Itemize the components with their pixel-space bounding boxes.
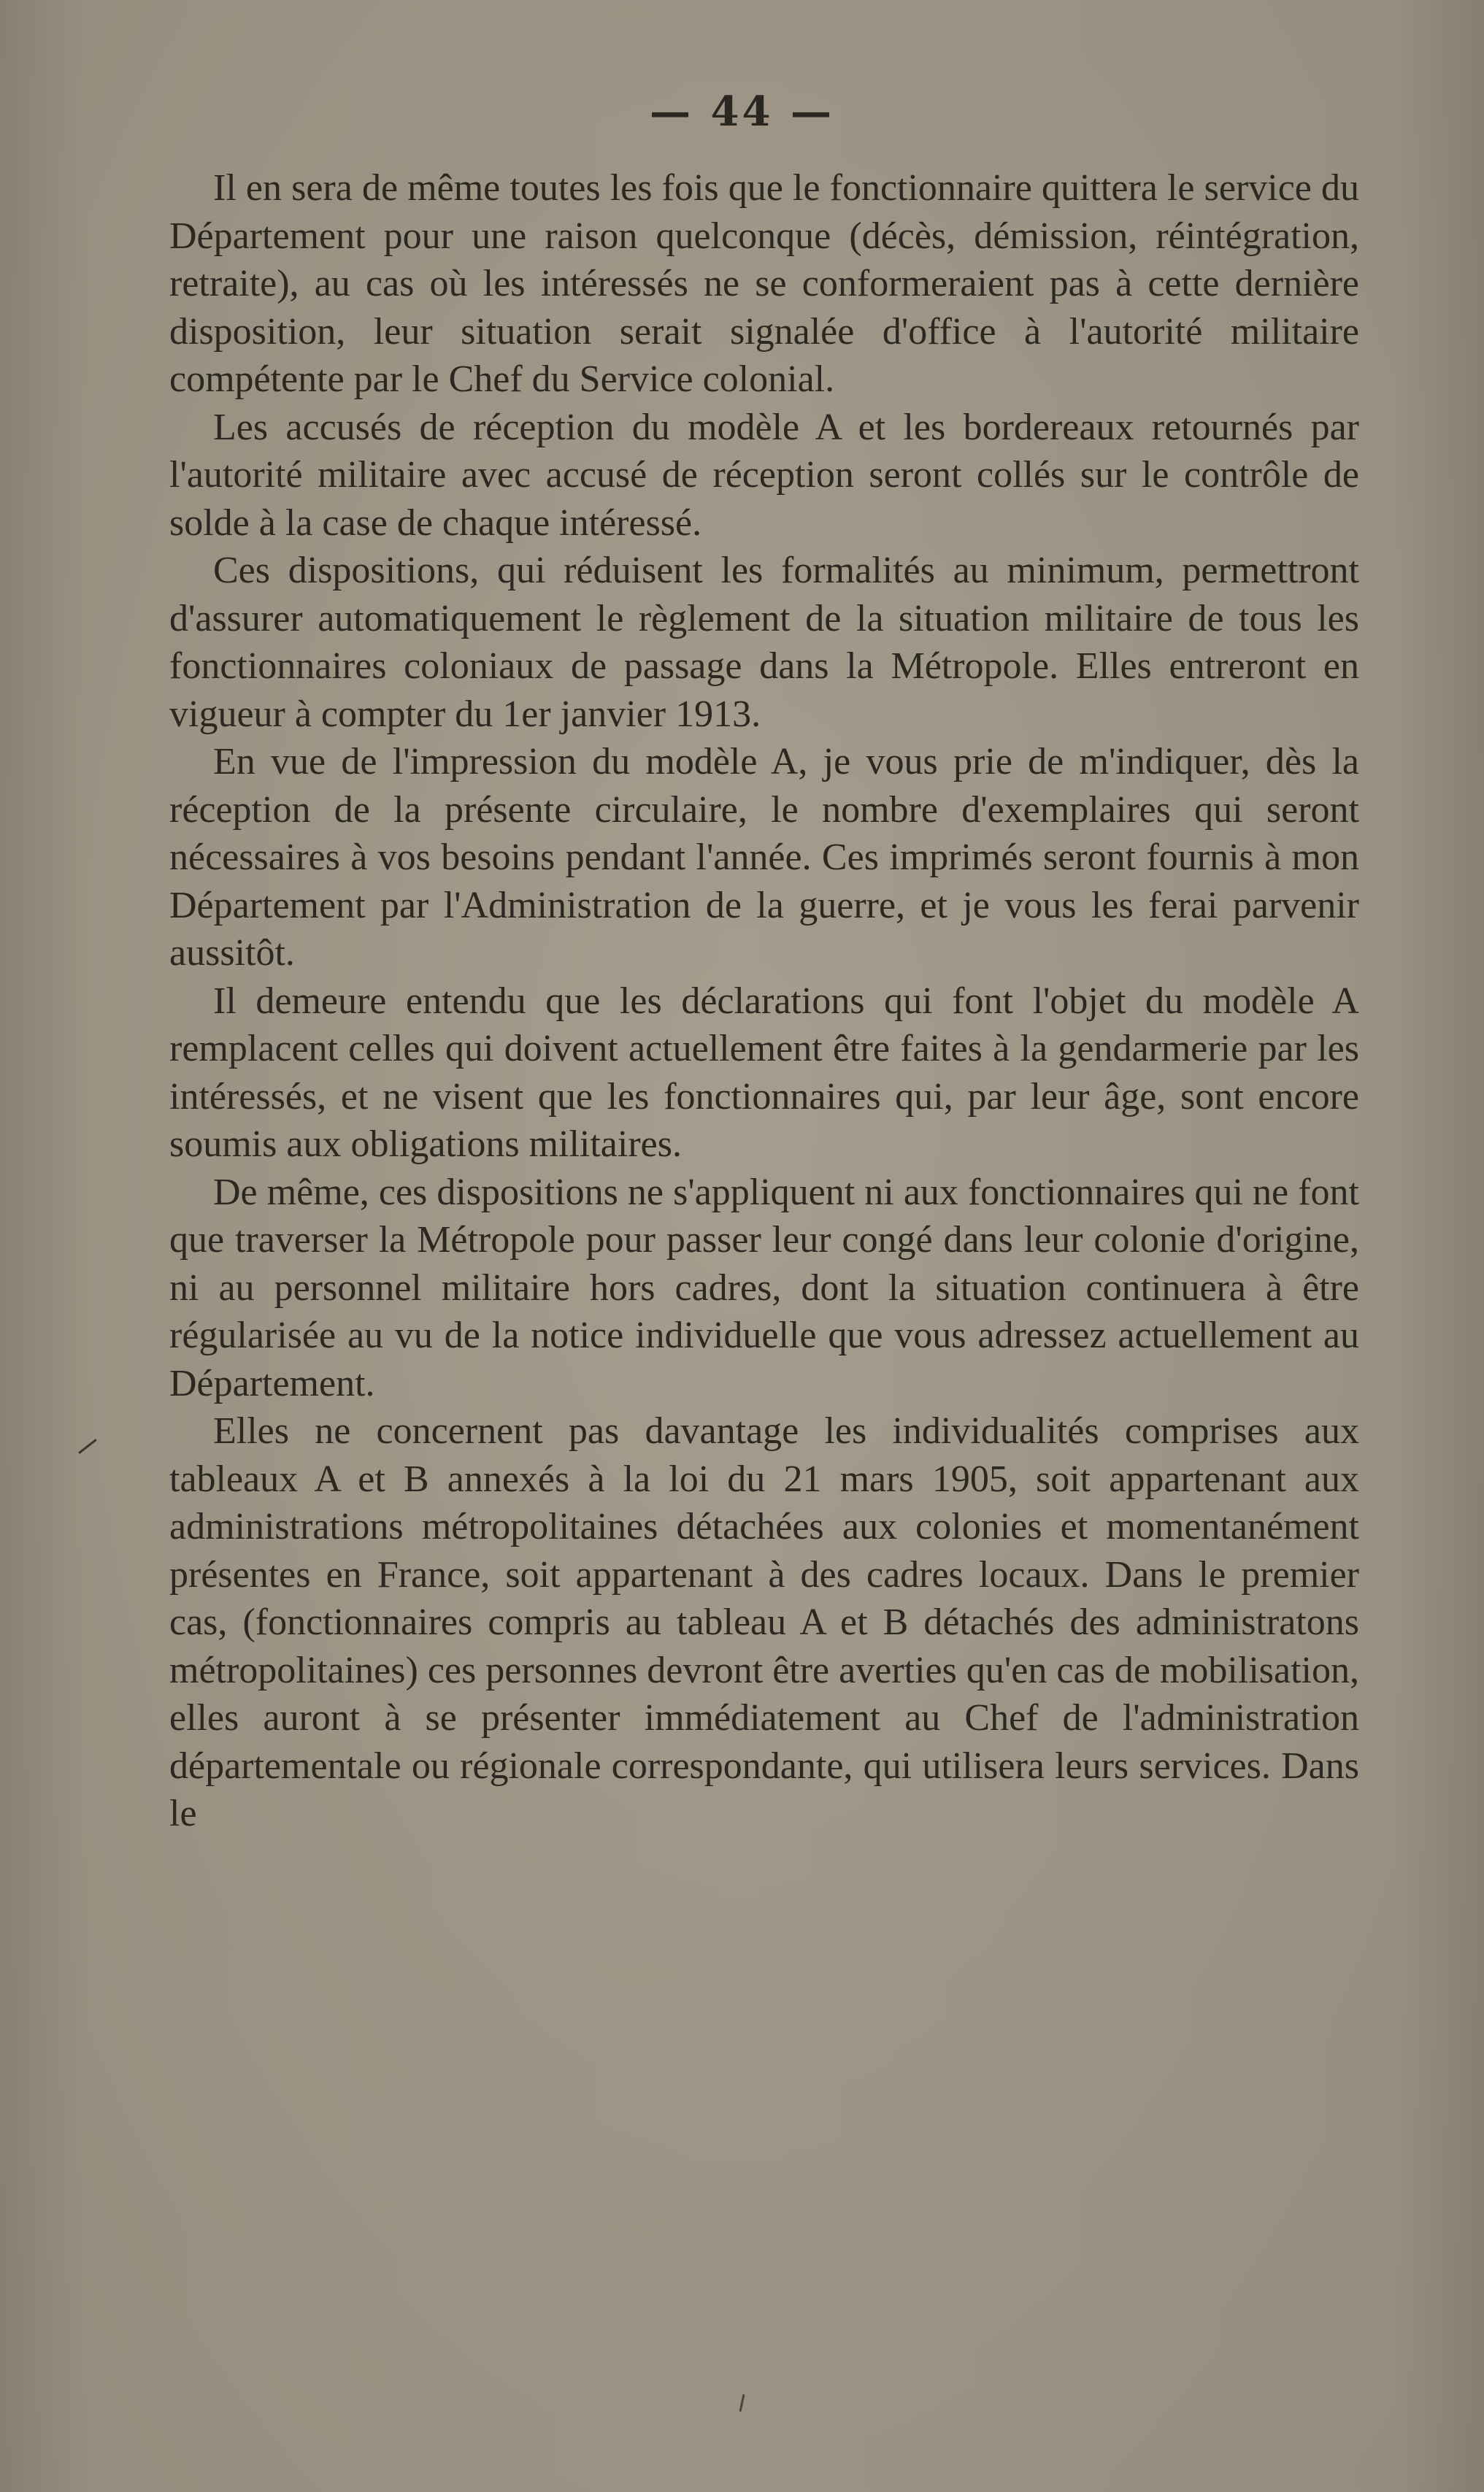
paragraph-1: Il en sera de même toutes les fois que le fonctionnaire quittera le service du Département pour une raison quelconque (décès, démission, réintégration, retraite), au cas où les intéressés ne se conformeraient pas à cette dernière disposition, leur situation serait signalée d'office à l'autorité militaire compétente par le Chef du Service colonial.: [169, 167, 1359, 400]
paragraph-7: Elles ne concernent pas davantage les individualités comprises aux tableaux A et B annexés à la loi du 21 mars 1905, soit appartenant aux administrations métropolitaines détachées aux colonies et momentanément présentes en France, soit appartenant à des cadres locaux. Dans le premier cas, (fonctionnaires compris au tableau A et B détachés des administratons métropolitaines) ces personnes devront être averties qu'en cas de mobilisation, elles auront à se présenter immédiatement au Chef de l'administration départementale ou régionale correspondante, qui utilisera leurs services. Dans le: [169, 1410, 1359, 1834]
paragraph-5: Il demeure entendu que les déclarations qui font l'objet du modèle A remplacent celles qui doivent actuellement être faites à la gendarmerie par les intéressés, et ne visent que les fonctionnaires qui, par leur âge, sont encore soumis aux obligations militaires.: [169, 980, 1359, 1165]
paragraph-6: De même, ces dispositions ne s'appliquent ni aux fonctionnaires qui ne font que traverser la Métropole pour passer leur congé dans leur colonie d'origine, ni au personnel militaire hors cadres, dont la situation continuera à être régularisée au vu de la notice individuelle que vous adressez actuellement au Département.: [169, 1171, 1359, 1404]
paragraph-3: Ces dispositions, qui réduisent les formalités au minimum, permettront d'assurer automatiquement le règlement de la situation militaire de tous les fonctionnaires coloniaux de passage dans la Métropole. Elles entreront en vigueur à compter du 1er janvier 1913.: [169, 550, 1359, 735]
paragraph-4: En vue de l'impression du modèle A, je vous prie de m'indiquer, dès la réception de la présente circulaire, le nombre d'exemplaires qui seront nécessaires à vos besoins pendant l'année. Ces imprimés seront fournis à mon Département par l'Administration de la guerre, et je vous les ferai parvenir aussitôt.: [169, 741, 1359, 974]
page-number: — 44 —: [650, 88, 834, 136]
paragraph-2: Les accusés de réception du modèle A et les bordereaux retournés par l'autorité militaire avec accusé de réception seront collés sur le contrôle de solde à la case de chaque intéressé.: [169, 406, 1359, 544]
margin-ink-mark: [78, 1439, 96, 1454]
bottom-ink-mark: [739, 2394, 745, 2412]
body-text: [169, 164, 1359, 1838]
